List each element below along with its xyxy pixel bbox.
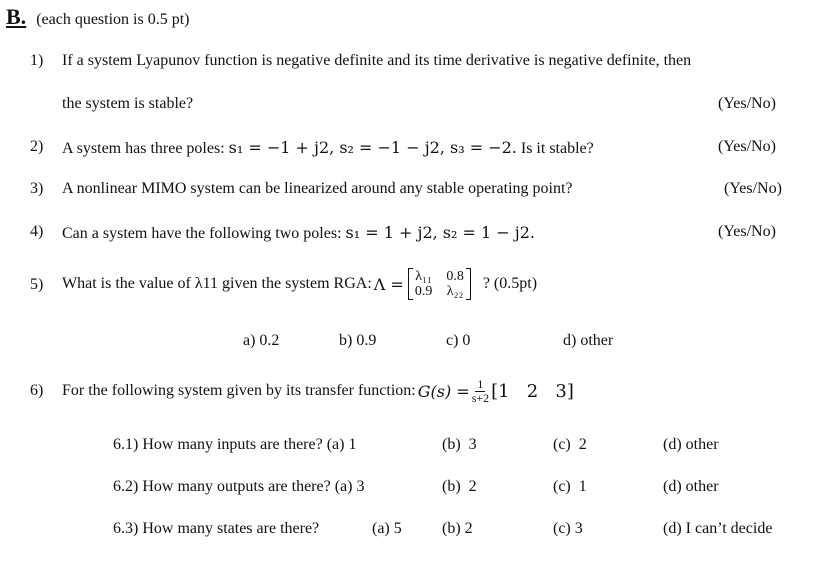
q6-2-option-d: (d) other: [663, 478, 719, 495]
q5-option-a: a) 0.2: [243, 332, 280, 349]
q6-number: 6): [30, 382, 44, 399]
q1-answer: (Yes/No): [718, 95, 776, 112]
q5-prompt: What is the value of λ11 given the system RGA:: [62, 275, 372, 292]
q5-option-b: b) 0.9: [339, 332, 377, 349]
q6-3-option-b: (b) 2: [442, 520, 473, 537]
q2-answer: (Yes/No): [718, 138, 776, 155]
matrix-right-bracket: [466, 268, 471, 300]
matrix-entry-11: λ₁₁: [415, 269, 432, 284]
q6-2-option-b: (b) 2: [442, 478, 477, 495]
transfer-row-vector: [1 2 3]: [491, 380, 574, 402]
q6-prompt: For the following system given by its transfer function:: [62, 382, 416, 399]
section-header: [6, 4, 189, 30]
q6-3-option-d: (d) I can’t decide: [663, 520, 773, 537]
fraction-denominator: s+2: [471, 390, 490, 405]
q4-answer: (Yes/No): [718, 223, 776, 240]
q6-1-question: 6.1) How many inputs are there? (a) 1: [113, 436, 357, 453]
matrix-entry-21: 0.9: [414, 284, 433, 299]
q1-number: 1): [30, 52, 44, 69]
q6-3-question: 6.3) How many states are there?: [113, 520, 320, 537]
q6-transfer-lhs: G(s) =: [417, 381, 470, 401]
q4-text: [62, 223, 535, 243]
q5-number: 5): [30, 276, 44, 293]
fraction-numerator: 1: [477, 376, 484, 391]
matrix-entries: [413, 269, 466, 299]
q5-option-c: c) 0: [446, 332, 471, 349]
q4-number: 4): [30, 223, 44, 240]
q2-prompt: A system has three poles:: [62, 140, 229, 157]
q2-text: [62, 138, 594, 158]
q6-1-option-c: (c) 2: [553, 436, 587, 453]
q6-1-option-b: (b) 3: [442, 436, 477, 453]
section-label: B.: [6, 4, 27, 29]
section-points-note: (each question is 0.5 pt): [36, 11, 190, 28]
q1-line2: the system is stable?: [62, 95, 194, 112]
q3-number: 3): [30, 180, 44, 197]
q1-line1: If a system Lyapunov function is negative definite and its time derivative is negative definite, then: [62, 52, 692, 69]
q5-tail: ? (0.5pt): [482, 275, 538, 292]
q6-2-question: 6.2) How many outputs are there? (a) 3: [113, 478, 365, 495]
matrix-entry-22: λ₂₂: [446, 284, 464, 299]
q6-text: [62, 370, 574, 412]
q2-tail: Is it stable?: [516, 140, 594, 157]
q4-poles-math: s₁ = 1 + j2, s₂ = 1 − j2.: [345, 223, 535, 242]
q5-rga-symbol: Λ =: [373, 274, 404, 294]
q6-3-option-a: (a) 5: [372, 520, 402, 537]
q3-answer: (Yes/No): [724, 180, 782, 197]
transfer-fraction: [472, 378, 489, 405]
q2-poles-math: s₁ = −1 + j2, s₂ = −1 − j2, s₃ = −2.: [228, 138, 517, 157]
q5-option-d: d) other: [563, 332, 614, 349]
rga-matrix: [408, 268, 471, 300]
q4-prompt: Can a system have the following two poles:: [62, 225, 346, 242]
q3-text: A nonlinear MIMO system can be linearized around any stable operating point?: [62, 180, 573, 197]
matrix-entry-12: 0.8: [446, 269, 464, 284]
q6-1-option-d: (d) other: [663, 436, 719, 453]
q6-3-option-c: (c) 3: [553, 520, 583, 537]
q6-2-option-c: (c) 1: [553, 478, 587, 495]
q5-text: [62, 261, 537, 307]
q2-number: 2): [30, 138, 44, 155]
